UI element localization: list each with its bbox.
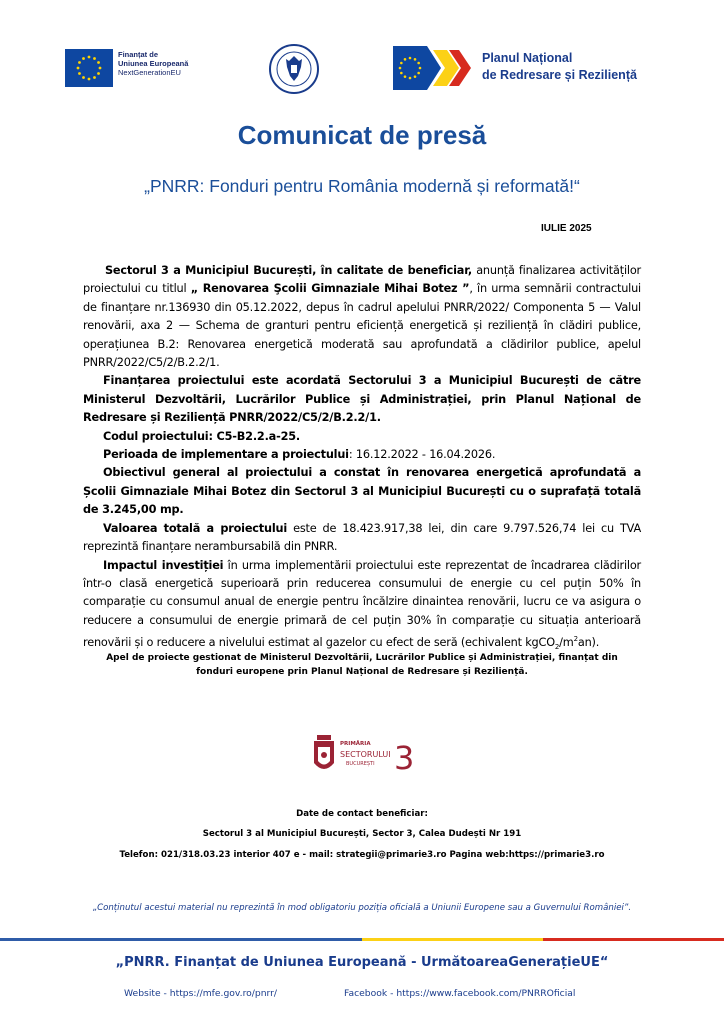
sector-logo-bottom: BUCUREȘTI (346, 761, 375, 767)
eu-star-icon (82, 57, 85, 60)
call-note (100, 651, 624, 679)
eu-star-icon (419, 67, 422, 70)
impact-text-a: în urma implementării proiectului este reprezentat de încadrarea clădirilor într-o clasă energetică superioară prin reducerea consumului de energie cu cel puțin 50% în comparație cu consumul anual de energie pentru încălzire dinaintea renovării, lucru ce va asigura o reducere a consumului de energie primară de cel puțin 30% în comparație cu situația anterioară renovării și o reducere a nivelului estimat al gazelor cu efect de seră (echivalent kgCO (83, 558, 641, 649)
contact-heading: Date de contact beneficiar: (296, 809, 428, 819)
contact-phone-email: Telefon: 021/318.03.23 interior 407 e - mail: strategii@primarie3.ro Pagina web:https://primarie3.ro (119, 850, 605, 860)
sector-logo-number: 3 (394, 739, 414, 777)
paragraph-period (83, 446, 641, 464)
eu-flag-logo (65, 49, 113, 87)
impact-text-b: /m (559, 635, 574, 649)
pnrr-line2: de Redresare și Reziliență (482, 68, 637, 82)
eu-star-icon (417, 72, 420, 75)
eu-star-icon (99, 67, 102, 70)
eu-star-icon (88, 56, 91, 59)
footer-website-link[interactable]: Website - https://mfe.gov.ro/pnrr/ (124, 988, 278, 999)
sector-logo-top: PRIMĂRIA (340, 741, 371, 747)
period-value: : 16.12.2022 - 16.04.2026. (348, 448, 496, 462)
beneficiary-name: Sectorul 3 a Municipiul București, în calitate de beneficiar, (105, 264, 473, 277)
call-note-line2: fonduri europene prin Planul Național de Redresare și Reziliență. (196, 667, 528, 677)
period-label: Perioada de implementare a proiectului (103, 448, 349, 462)
eu-star-icon (404, 58, 407, 61)
eu-star-icon (78, 72, 81, 75)
paragraph-code (83, 428, 641, 446)
eu-star-icon (417, 62, 420, 65)
paragraph-intro (83, 262, 641, 372)
eu-star-icon (414, 58, 417, 61)
paragraph-impact (83, 557, 641, 657)
funding-text: Finanțarea proiectului este acordată Sectorului 3 a Municipiul București de către Ministerul Dezvoltării, Lucrărilor Publice și Administrației, prin Planul Național de Redresare și Reziliență PNRR/2022/C5/2/B.2.2/1. (83, 374, 641, 425)
eu-star-icon (93, 76, 96, 79)
eu-star-icon (409, 57, 412, 60)
pnrr-logo-text (482, 50, 637, 84)
impact-label: Impactul investiției (103, 558, 224, 572)
call-note-line1: Apel de proiecte gestionat de Ministerul Dezvoltării, Lucrărilor Publice și Administrației, finanțat din (106, 653, 618, 663)
eu-star-icon (404, 75, 407, 78)
eu-line3: NextGenerationEU (118, 68, 181, 77)
page-title: Comunicat de presă (237, 120, 487, 150)
intro-text-b: , în urma semnării contractului de finanțare nr.136930 din 05.12.2022, depus în cadrul apelului PNRR/2022/ Componenta 5 — Valul renovării, axa 2 — Schema de granturi pentru eficiență energetică și reziliență în clădiri publice, operațiunea B.2: Renovarea energetică moderată sau aprofundată a clădirilor publice, apelul PNRR/2022/C5/2/B.2.2/1. (83, 282, 641, 370)
page-subtitle: „PNRR: Fonduri pentru România modernă și reformată!“ (144, 176, 580, 196)
eu-star-icon (400, 62, 403, 65)
primaria-sector-3-logo (310, 733, 414, 779)
eu-star-icon (78, 61, 81, 64)
objective-text: Obiectivul general al proiectului a constat în renovarea energetică aprofundată a Școlii Gimnaziale Mihai Botez din Sectorul 3 al Municipiul București cu o suprafață totală de 3.245,00 mp. (83, 466, 641, 517)
paragraph-value (83, 520, 641, 557)
release-date: IULIE 2025 (541, 223, 592, 234)
footer-facebook-link[interactable]: Facebook - https://www.facebook.com/PNRROficial (344, 988, 576, 999)
project-title: „ Renovarea Şcolii Gimnaziale Mihai Botez ” (190, 282, 470, 296)
press-release-body (83, 262, 641, 657)
impact-superscript: 2 (573, 635, 578, 644)
value-label: Valoarea totală a proiectului (103, 521, 288, 535)
eu-star-icon (97, 72, 100, 75)
impact-text-c: an). (577, 635, 600, 649)
eu-star-icon (414, 75, 417, 78)
eu-line1: Finanțat de (118, 50, 159, 59)
pnrr-line1: Planul Național (482, 51, 573, 65)
eu-star-icon (409, 77, 412, 80)
sector-logo-middle: SECTORULUI (340, 750, 391, 759)
impact-subscript: 2 (554, 643, 560, 652)
pnrr-logo-mark (393, 46, 473, 90)
eu-line2: Uniunea Europeană (118, 59, 189, 68)
eu-star-icon (400, 72, 403, 75)
eu-star-icon (93, 57, 96, 60)
eu-star-icon (88, 78, 91, 81)
footer-title: „PNRR. Finanțat de Uniunea Europeană - UrmătoareaGenerațieUE“ (115, 955, 609, 970)
disclaimer: „Conținutul acestui material nu reprezintă în mod obligatoriu poziția oficială a Uniunii Europene sau a Guvernului României”. (92, 903, 632, 913)
eu-star-icon (97, 61, 100, 64)
romanian-government-seal-logo (268, 43, 320, 95)
paragraph-funding (83, 372, 641, 427)
intro-text-a: anunță finalizarea activităților proiectului cu titlul (83, 264, 641, 296)
eu-star-icon (399, 67, 402, 70)
eu-funding-text (118, 50, 188, 77)
contact-address: Sectorul 3 al Municipiul București, Sector 3, Calea Dudești Nr 191 (202, 829, 522, 839)
eu-star-icon (82, 76, 85, 79)
project-code: Codul proiectului: C5-B2.2.a-25. (103, 429, 300, 443)
value-text: este de 18.423.917,38 lei, din care 9.797.526,74 lei cu TVA reprezintă finanțare nerambursabilă din PNRR. (83, 521, 641, 554)
paragraph-objective (83, 464, 641, 519)
eu-star-icon (77, 67, 80, 70)
footer-divider (0, 938, 724, 941)
